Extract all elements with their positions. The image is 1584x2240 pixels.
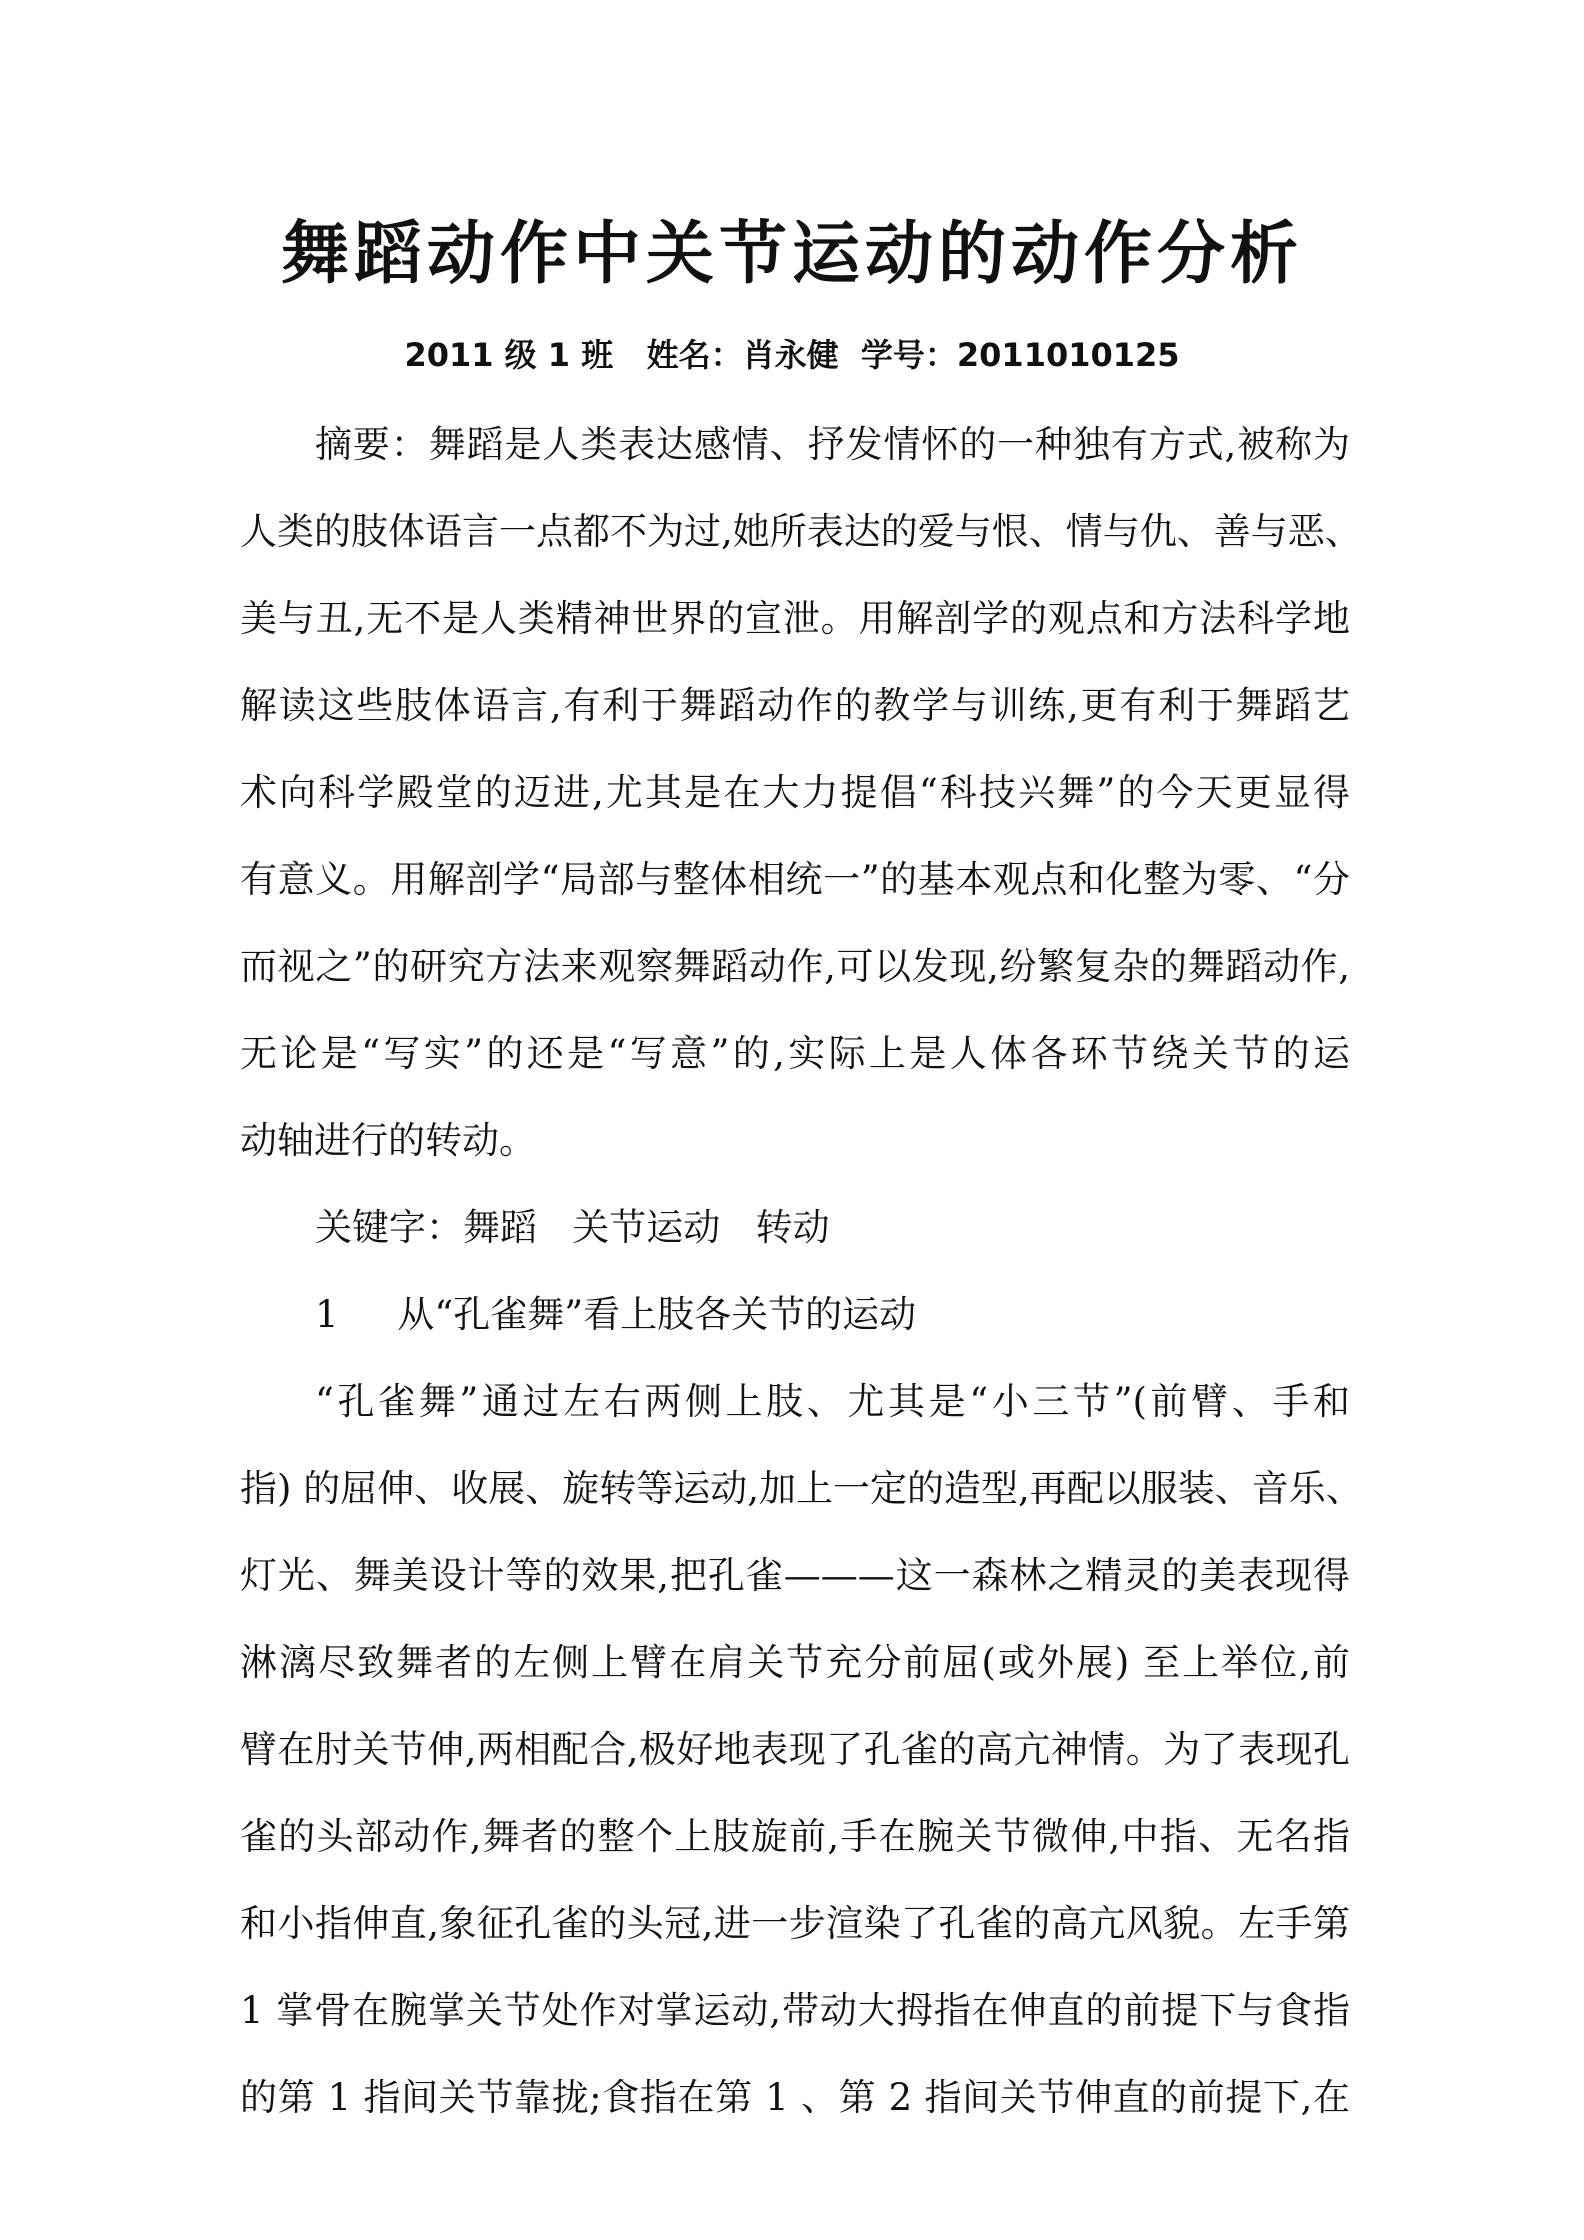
paragraph-line: 臂在肘关节伸,两相配合,极好地表现了孔雀的高亢神情。为了表现孔 <box>240 1728 1350 1771</box>
paragraph-line: 的第 1 指间关节靠拢;食指在第 1 、第 2 指间关节伸直的前提下,在 <box>240 2076 1350 2119</box>
document-body <box>240 410 1363 2150</box>
author-line: 2011 级 1 班 姓名：肖永健 学号：2011010125 <box>404 336 1180 374</box>
paragraph-line: 雀的头部动作,舞者的整个上肢旋前,手在腕关节微伸,中指、无名指 <box>240 1815 1350 1858</box>
keywords-line: 关键字：舞蹈 关节运动 转动 <box>315 1206 830 1249</box>
paragraph-line: 1 掌骨在腕掌关节处作对掌运动,带动大拇指在伸直的前提下与食指 <box>240 1989 1350 2032</box>
paragraph-line: 指) 的屈伸、收展、旋转等运动,加上一定的造型,再配以服装、音乐、 <box>240 1467 1363 1510</box>
abstract-line: 动轴进行的转动。 <box>240 1119 536 1162</box>
paragraph-line: 淋漓尽致舞者的左侧上臂在肩关节充分前屈(或外展) 至上举位,前 <box>240 1641 1350 1684</box>
abstract-line: 人类的肢体语言一点都不为过,她所表达的爱与恨、情与仇、善与恶、 <box>240 510 1362 553</box>
abstract-line: 美与丑,无不是人类精神世界的宣泄。用解剖学的观点和方法科学地 <box>240 597 1350 640</box>
abstract-line: 无论是“写实”的还是“写意”的,实际上是人体各环节绕关节的运 <box>240 1032 1350 1075</box>
abstract-line: 而视之”的研究方法来观察舞蹈动作,可以发现,纷繁复杂的舞蹈动作, <box>240 945 1350 988</box>
section-heading: 1 从“孔雀舞”看上肢各关节的运动 <box>315 1293 917 1336</box>
abstract-line: 解读这些肢体语言,有利于舞蹈动作的教学与训练,更有利于舞蹈艺 <box>240 684 1350 727</box>
paragraph-line: 灯光、舞美设计等的效果,把孔雀———这一森林之精灵的美表现得 <box>240 1554 1350 1597</box>
paragraph-line: “孔雀舞”通过左右两侧上肢、尤其是“小三节”(前臂、手和 <box>315 1380 1350 1423</box>
abstract-line: 术向科学殿堂的迈进,尤其是在大力提倡“科技兴舞”的今天更显得 <box>240 771 1350 814</box>
paragraph-line: 和小指伸直,象征孔雀的头冠,进一步渲染了孔雀的高亢风貌。左手第 <box>240 1902 1350 1945</box>
abstract-line: 摘要：舞蹈是人类表达感情、抒发情怀的一种独有方式,被称为 <box>315 423 1350 466</box>
abstract-line: 有意义。用解剖学“局部与整体相统一”的基本观点和化整为零、“分 <box>240 858 1350 901</box>
document-title: 舞蹈动作中关节运动的动作分析 <box>280 215 1303 294</box>
